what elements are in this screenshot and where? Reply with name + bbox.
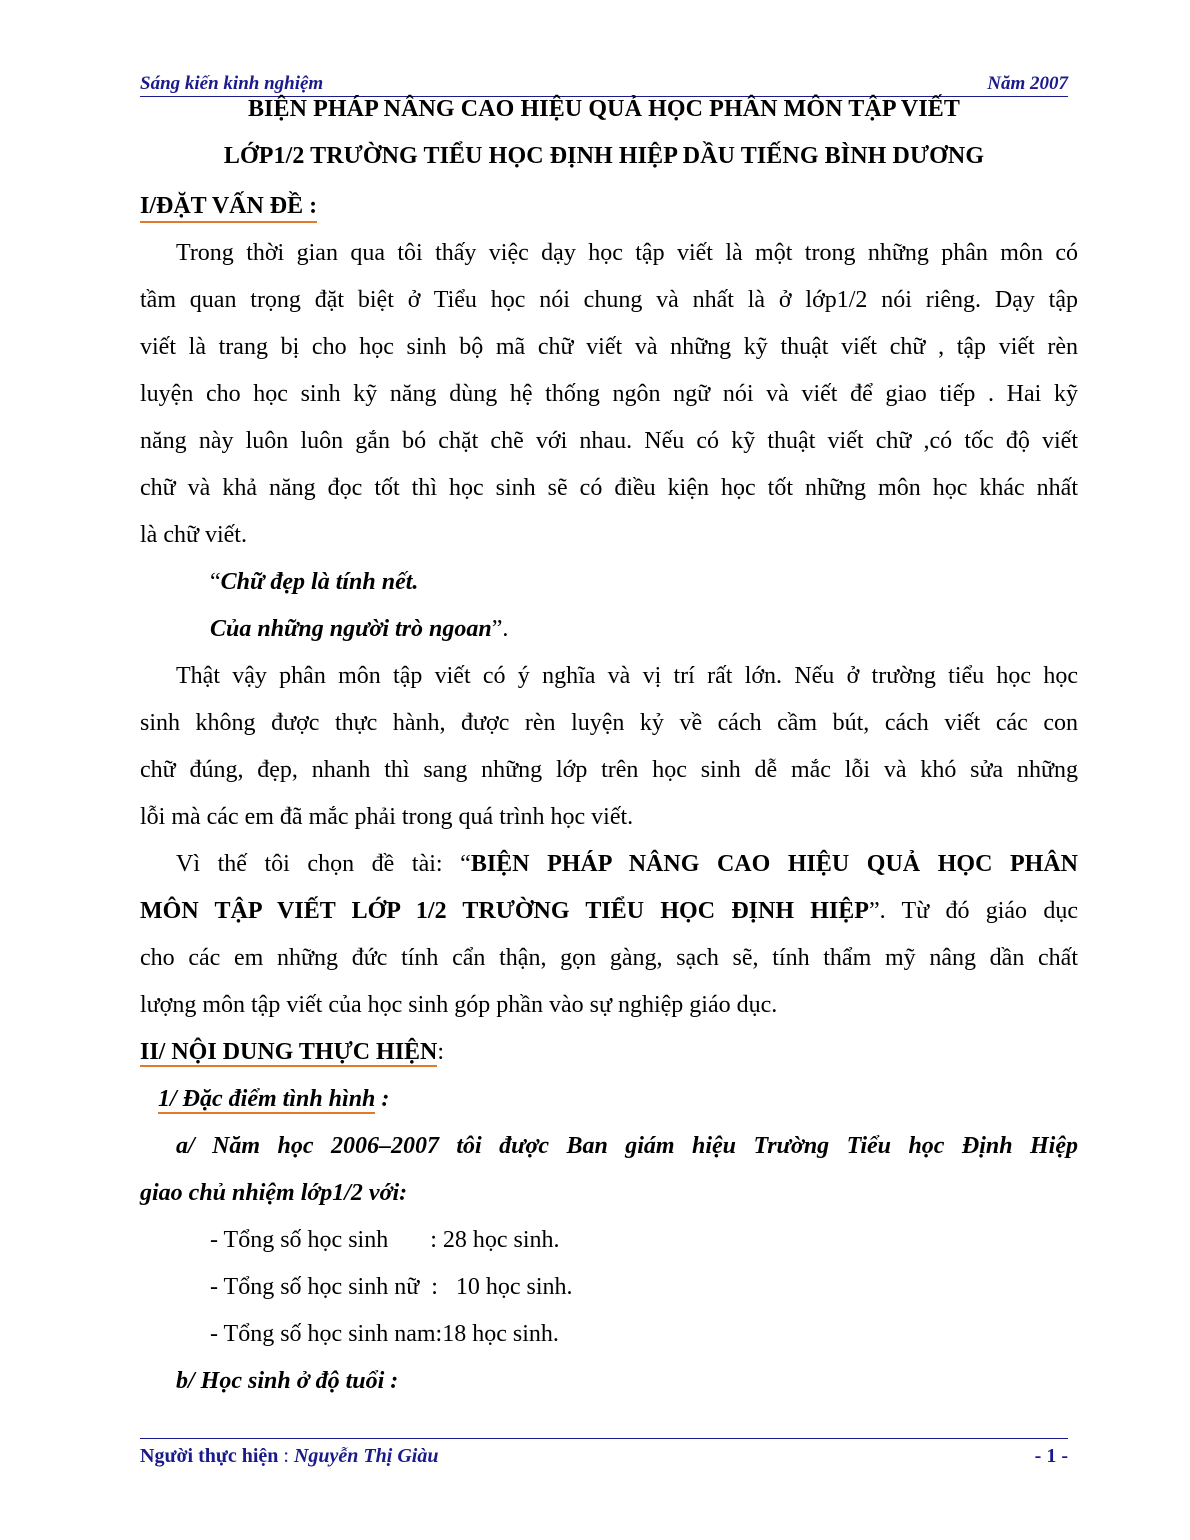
document-title-line-2: LỚP1/2 TRƯỜNG TIỂU HỌC ĐỊNH HIỆP DẦU TIẾNG BÌNH DƯƠNG [223,143,985,169]
paragraph-line: Trong thời gian qua tôi thấy việc dạy học tập viết là một trong những phân môn có [176,240,1078,266]
subsection-1-heading: 1/ Đặc điểm tình hình [158,1086,376,1112]
paragraph-line: là chữ viết. [140,522,247,548]
topic-lead: Vì thế tôi chọn đề tài: “ [176,851,471,877]
subsection-1-row [158,1084,1096,1114]
stat-female: - Tổng số học sinh nữ : 10 học sinh. [210,1274,573,1300]
topic-line-2 [140,896,1078,926]
subsection-1-colon: : [375,1086,390,1112]
header-doc-type: Sáng kiến kinh nghiệm [140,73,324,94]
page-number: - 1 - [1034,1445,1068,1467]
page-footer [140,1445,1068,1468]
topic-title-part-2: MÔN TẬP VIẾT LỚP 1/2 TRƯỜNG TIỂU HỌC ĐỊNH HIỆP [140,898,869,924]
quote-close-mark: ”. [491,616,509,642]
stat-male: - Tổng số học sinh nam:18 học sinh. [210,1321,559,1347]
paragraph-line: chữ đúng, đẹp, nhanh thì sang những lớp trên học sinh dễ mắc lỗi và khó sửa những [140,757,1078,783]
paragraph-line: Thật vậy phân môn tập viết có ý nghĩa và vị trí rất lớn. Nếu ở trường tiểu học học [176,663,1078,689]
quote-open-mark: “ [210,569,221,595]
paragraph-line: luyện cho học sinh kỹ năng dùng hệ thống ngôn ngữ nói và viết để giao tiếp . Hai kỹ [140,381,1078,407]
quote-text-1: Chữ đẹp là tính nết. [220,569,419,595]
paragraph-line: lỗi mà các em đã mắc phải trong quá trình học viết. [140,804,634,830]
quote-line-2 [210,614,1148,644]
subsection-a-line-1: a/ Năm học 2006–2007 tôi được Ban giám hiệu Trường Tiểu học Định Hiệp [176,1133,1078,1159]
paragraph-line: năng này luôn luôn gắn bó chặt chẽ với nhau. Nếu có kỹ thuật viết chữ ,có tốc độ viết [140,428,1078,454]
page-header [140,72,1068,97]
section-1-heading: I/ĐẶT VẤN ĐỀ : [140,191,317,223]
footer-author-name: Nguyễn Thị Giàu [293,1445,439,1467]
paragraph-line: viết là trang bị cho học sinh bộ mã chữ viết và những kỹ thuật viết chữ , tập viết rèn [140,334,1078,360]
document-title-line-1: BIỆN PHÁP NÂNG CAO HIỆU QUẢ HỌC PHÂN MÔN TẬP VIẾT [247,96,961,122]
paragraph-line: tầm quan trọng đặt biệt ở Tiểu học nói chung và nhất là ở lớp1/2 nói riêng. Dạy tập [140,287,1078,313]
quote-line-1 [210,567,1148,597]
section-2-heading: II/ NỘI DUNG THỰC HIỆN [140,1039,438,1065]
topic-title-part-1: BIỆN PHÁP NÂNG CAO HIỆU QUẢ HỌC PHÂN [470,851,1078,877]
header-year: Năm 2007 [987,73,1068,94]
paragraph-line: lượng môn tập viết của học sinh góp phần vào sự nghiệp giáo dục. [140,992,778,1018]
subsection-b-heading: b/ Học sinh ở độ tuổi : [176,1368,399,1394]
section-2-heading-colon: : [437,1039,445,1065]
paragraph-line: sinh không được thực hành, được rèn luyện kỷ về cách cầm bút, cách viết các con [140,710,1078,736]
section-2-heading-row [140,1037,1078,1067]
subsection-a-line-2: giao chủ nhiệm lớp1/2 với: [140,1180,408,1206]
topic-after: ”. Từ đó giáo dục [868,898,1078,924]
paragraph-line: cho các em những đức tính cẩn thận, gọn gàng, sạch sẽ, tính thẩm mỹ nâng dần chất [140,945,1078,971]
quote-text-2: Của những người trò ngoan [210,616,492,642]
topic-line-1 [176,849,1078,879]
footer-separator: : [278,1445,294,1467]
footer-author-label: Người thực hiện [140,1445,279,1467]
paragraph-line: chữ và khả năng đọc tốt thì học sinh sẽ có điều kiện học tốt những môn học khác nhất [140,475,1078,501]
footer-rule [140,1438,1068,1439]
stat-total: - Tổng số học sinh : 28 học sinh. [210,1227,560,1253]
